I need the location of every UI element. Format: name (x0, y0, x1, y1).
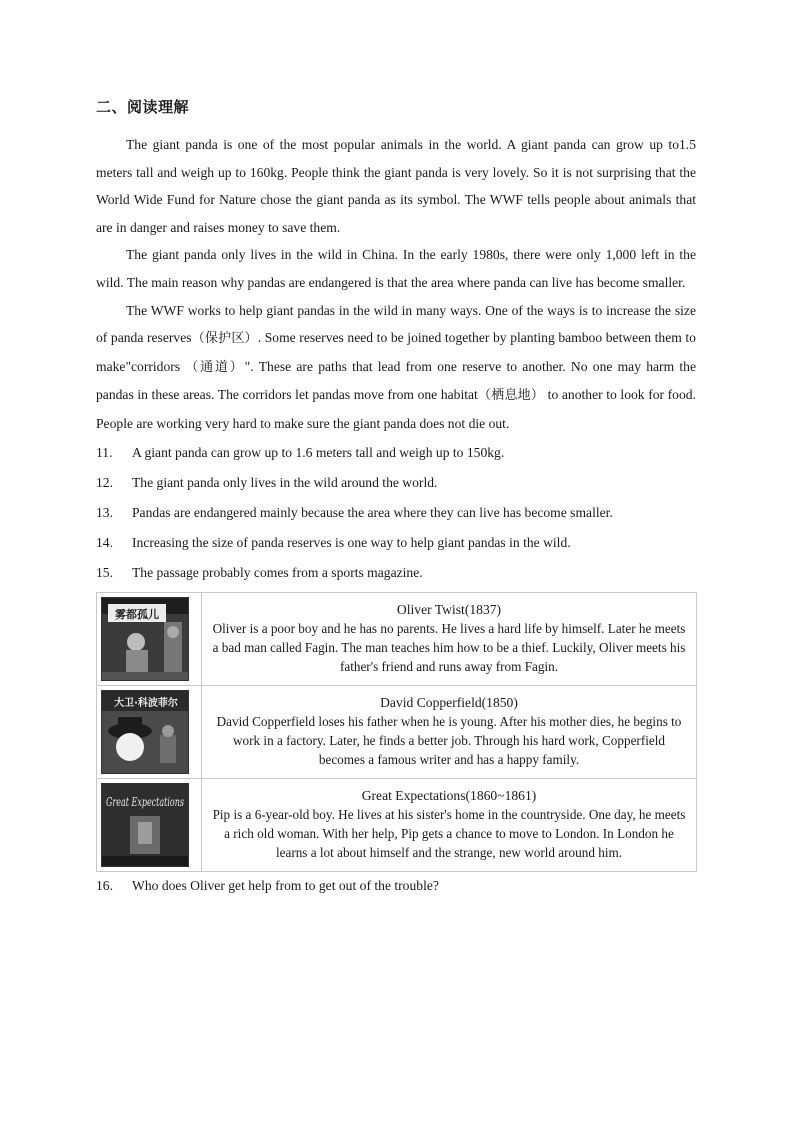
book-title: David Copperfield(1850) (380, 694, 518, 710)
passage-paragraph-1: The giant panda is one of the most popular animals in the world. A giant panda can grow up to1.5 meters tall and weigh up to 160kg. People think the giant panda is very lovely. So it is not surprising that the World Wide Fund for Nature chose the giant panda as its symbol. The WWF tells people about animals that are in danger and raises money to save them. (96, 137, 696, 235)
book-title: Great Expectations(1860~1861) (361, 787, 537, 803)
question-text: A giant panda can grow up to 1.6 meters tall and weigh up to 150kg. (132, 444, 505, 460)
question-number: 13. (96, 504, 113, 520)
passage-p3-chinese-corridors: （通道） (185, 359, 245, 375)
passage-p3-chinese-habitat: （栖息地） (477, 388, 545, 404)
question-number: 12. (96, 474, 113, 490)
question-text: Increasing the size of panda reserves is one way to help giant pandas in the wild. (132, 534, 571, 550)
cover-title-text: Great Expectations (106, 794, 184, 809)
passage-p3-part-c: ". These are paths that lead from one reserve to another. No one may harm the pandas in these areas. The corridors let pandas move from one habitat (96, 358, 696, 403)
section-title: 二、阅读理解 (96, 98, 190, 116)
passage-p3-chinese-reserves: （保护区） (191, 331, 258, 347)
table-row (97, 592, 697, 685)
book-description-cell (202, 685, 697, 778)
question-item (96, 872, 696, 900)
question-list (96, 438, 696, 588)
book-summary: David Copperfield loses his father when he is young. After his mother dies, he begins to work in a factory. Later, he finds a better job. Through his hard work, Copperfield becomes a famous writer and has a happy family. (216, 714, 682, 767)
question-number: 16. (96, 877, 113, 893)
great-expectations-cover-image (101, 783, 189, 867)
book-title: Oliver Twist(1837) (396, 601, 502, 617)
question-item (96, 468, 696, 498)
passage-paragraph-2: The giant panda only lives in the wild in China. In the early 1980s, there were only 1,000 left in the wild. The main reason why pandas are endangered is that the area where panda can live has become smaller. (96, 247, 696, 290)
question-text: The passage probably comes from a sports magazine. (132, 564, 423, 580)
question-number: 14. (96, 534, 113, 550)
question-number: 11. (96, 444, 113, 460)
cover-title-text: 雾都孤儿 (115, 607, 159, 621)
book-table (96, 592, 697, 872)
oliver-twist-cover-image (101, 597, 189, 681)
question-item (96, 528, 696, 558)
book-cover-cell (97, 685, 202, 778)
book-cover-cell (97, 778, 202, 871)
question-item (96, 498, 696, 528)
david-copperfield-cover-image (101, 690, 189, 774)
table-row (97, 778, 697, 871)
book-cover-cell (97, 592, 202, 685)
passage-p3-part-a: The WWF works to help giant pandas in the wild in many ways. One of the ways is to increase the size of panda reserves (96, 302, 696, 346)
book-summary: Oliver is a poor boy and he has no parents. He lives a hard life by himself. Later he meets a bad man called Fagin. The man teaches him how to be a thief. Luckily, Oliver meets his father's friend and runs away from Fagin. (212, 621, 686, 674)
question-number: 15. (96, 564, 113, 580)
cover-title-text: 大卫·科波菲尔 (114, 697, 178, 709)
document-page (96, 96, 696, 900)
table-row (97, 685, 697, 778)
question-text: Pandas are endangered mainly because the area where they can live has become smaller. (132, 504, 613, 520)
book-summary: Pip is a 6-year-old boy. He lives at his sister's home in the countryside. One day, he meets a rich old woman. With her help, Pip gets a chance to move to London. In London he learns a lot about himself and the strange, new world around him. (212, 807, 686, 860)
book-description-cell (202, 592, 697, 685)
book-description-cell (202, 778, 697, 871)
passage-paragraph-3 (96, 297, 696, 438)
passage-p3-part-d: to another to look for food. People are working very hard to make sure the giant panda does not die out. (96, 387, 696, 431)
question-text: The giant panda only lives in the wild around the world. (132, 474, 438, 490)
question-text: Who does Oliver get help from to get out of the trouble? (132, 877, 439, 893)
passage-p3-part-b: . Some reserves need to be joined together by planting bamboo between them to make"corridors (96, 330, 696, 374)
question-item (96, 438, 696, 468)
question-item (96, 558, 696, 588)
